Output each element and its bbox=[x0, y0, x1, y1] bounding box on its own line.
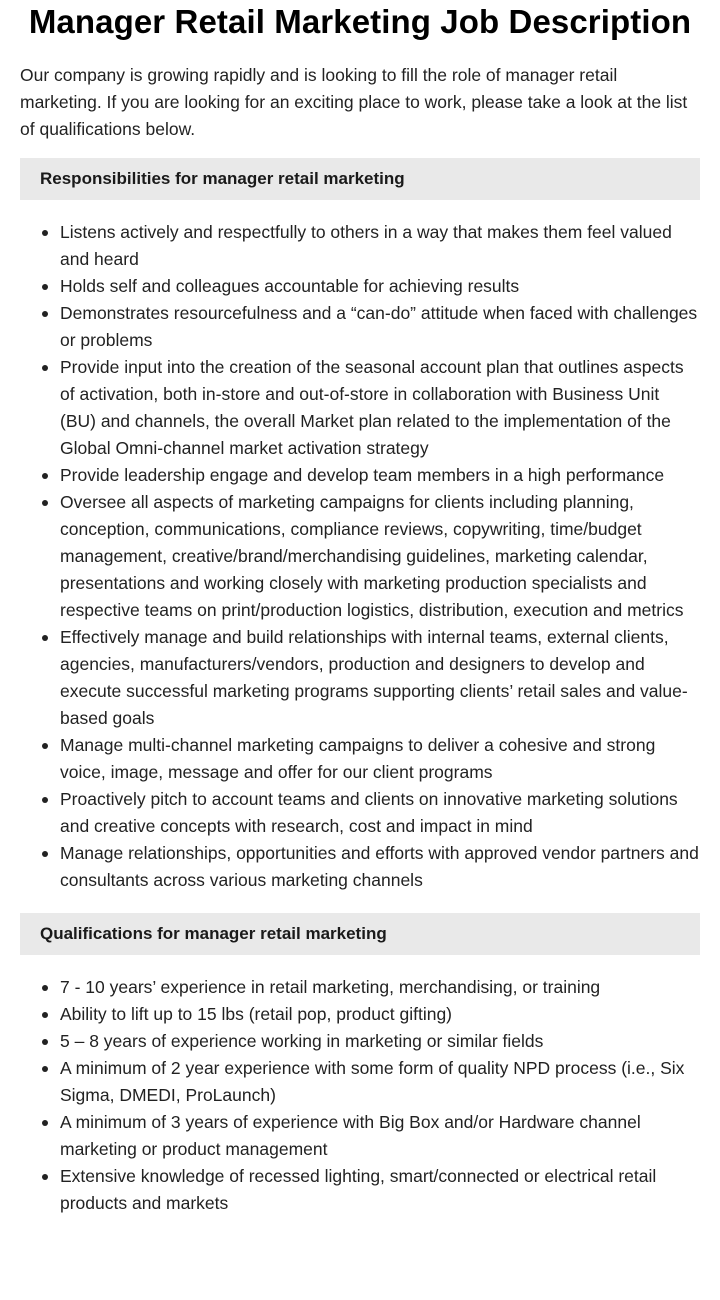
list-item: Provide leadership engage and develop team members in a high performance bbox=[60, 462, 700, 489]
list-item: 5 – 8 years of experience working in marketing or similar fields bbox=[60, 1028, 700, 1055]
list-item: Effectively manage and build relationships with internal teams, external clients, agencies, manufacturers/vendors, production and designers to develop and execute successful marketing programs supporting clients’ retail sales and value-based goals bbox=[60, 624, 700, 732]
list-item: Provide input into the creation of the seasonal account plan that outlines aspects of activation, both in-store and out-of-store in collaboration with Business Unit (BU) and channels, the overall Market plan related to the implementation of the Global Omni-channel market activation strategy bbox=[60, 354, 700, 462]
list-item: Proactively pitch to account teams and clients on innovative marketing solutions and creative concepts with research, cost and impact in mind bbox=[60, 786, 700, 840]
list-item: Manage multi-channel marketing campaigns to deliver a cohesive and strong voice, image, message and offer for our client programs bbox=[60, 732, 700, 786]
list-item: Manage relationships, opportunities and efforts with approved vendor partners and consultants across various marketing channels bbox=[60, 840, 700, 894]
list-item: Demonstrates resourcefulness and a “can-do” attitude when faced with challenges or problems bbox=[60, 300, 700, 354]
list-item: 7 - 10 years’ experience in retail marketing, merchandising, or training bbox=[60, 974, 700, 1001]
list-item: Holds self and colleagues accountable for achieving results bbox=[60, 273, 700, 300]
qualifications-heading: Qualifications for manager retail marketing bbox=[20, 913, 700, 955]
page-title: Manager Retail Marketing Job Description bbox=[28, 3, 692, 40]
list-item: Oversee all aspects of marketing campaigns for clients including planning, conception, communications, compliance reviews, copywriting, time/budget management, creative/brand/merchandising guidelines, marketing calendar, presentations and working closely with marketing production specialists and respective teams on print/production logistics, distribution, execution and metrics bbox=[60, 489, 700, 624]
responsibilities-heading: Responsibilities for manager retail marketing bbox=[20, 158, 700, 200]
qualifications-list bbox=[20, 974, 700, 1217]
responsibilities-list bbox=[20, 219, 700, 894]
list-item: Listens actively and respectfully to others in a way that makes them feel valued and heard bbox=[60, 219, 700, 273]
list-item: A minimum of 3 years of experience with Big Box and/or Hardware channel marketing or product management bbox=[60, 1109, 700, 1163]
intro-paragraph: Our company is growing rapidly and is looking to fill the role of manager retail marketing. If you are looking for an exciting place to work, please take a look at the list of qualifications below. bbox=[20, 65, 688, 139]
list-item: A minimum of 2 year experience with some form of quality NPD process (i.e., Six Sigma, DMEDI, ProLaunch) bbox=[60, 1055, 700, 1109]
list-item: Extensive knowledge of recessed lighting, smart/connected or electrical retail products and markets bbox=[60, 1163, 700, 1217]
list-item: Ability to lift up to 15 lbs (retail pop, product gifting) bbox=[60, 1001, 700, 1028]
